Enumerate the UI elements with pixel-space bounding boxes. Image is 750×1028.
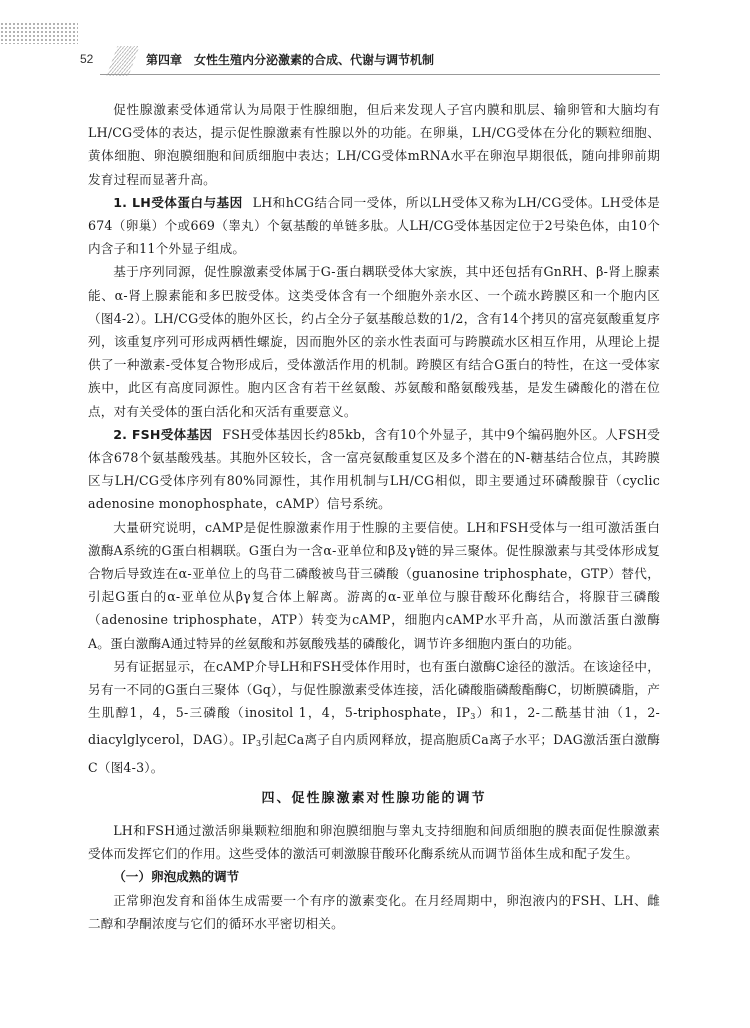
paragraph-3: 大量研究说明，cAMP是促性腺激素作用于性腺的主要信使。LH和FSH受体与一组可激活蛋白激酶A系统的G蛋白相耦联。G蛋白为一含α-亚单位和β及γ链的异三聚体。促性腺激素与其受体形成复合物后导致连在α-亚单位上的鸟苷二磷酸被鸟苷三磷酸（guanosine triphosphate，GTP）替代，引起G蛋白的α-亚单位从βγ复合体上解离。游离的α-亚单位与腺苷酸环化酶结合，将腺苷三磷酸（adenosine triphosphate，ATP）转变为cAMP，细胞内cAMP水平升高，从而激活蛋白激酶A。蛋白激酶A通过特异的丝氨酸和苏氨酸残基的磷酸化，调节许多细胞内蛋白的功能。 [88,519,660,651]
header-dot-pattern [0,22,78,44]
subscript-3: 3 [470,712,476,722]
header-rule [100,74,660,75]
subscript-3: 3 [255,739,262,749]
paragraph-lh-receptor [88,191,660,261]
paragraph-4-part-c: 引起Ca离子自内质网释放，提高胞质Ca离子水平；DAG激活蛋白激酶C（图4-3）。 [88,732,661,775]
page-body [88,98,660,935]
lh-receptor-heading: 1. LH受体蛋白与基因 [113,194,243,210]
paragraph-4 [88,655,660,779]
running-header [0,46,750,76]
section-title: 四、促性腺激素对性腺功能的调节 [261,790,487,806]
paragraph-1: 促性腺激素受体通常认为局限于性腺细胞，但后来发现人子宫内膜和肌层、输卵管和大脑均有LH/CG受体的表达，提示促性腺激素有性腺以外的功能。在卵巢，LH/CG受体在分化的颗粒细胞、黄体细胞、卵泡膜细胞和间质细胞中表达；LH/CG受体mRNA水平在卵泡早期很低，随向排卵前期发育过程而显著升高。 [88,102,660,187]
paragraph-4-part-a: 另有证据显示，在cAMP介导LH和FSH受体作用时，也有蛋白激酶C途径的激活。在该途径中，另有一不同的G蛋白三聚体（Gq），与促性腺激素受体连接，活化磷酸脂磷酸酯酶C，切断膜磷脂，产生肌醇1，4，5-三磷酸（inositol 1，4，5-triphosphate，IP [88,658,660,721]
paragraph-4-part-b: ）和1，2-二酰基甘油（1，2-diacylglycerol，DAG）。IP [88,705,660,748]
paragraph-2: 基于序列同源，促性腺激素受体属于G-蛋白耦联受体大家族，其中还包括有GnRH、β-肾上腺素能、α-肾上腺素能和多巴胺受体。这类受体含有一个细胞外亲水区、一个疏水跨膜区和一个胞内区（图4-2）。LH/CG受体的胞外区长，约占全分子氨基酸总数的1/2，含有14个拷贝的富亮氨酸重复序列，该重复序列可形成两栖性螺旋，因而胞外区的亲水性表面可与跨膜疏水区相互作用，从理论上提供了一种激素-受体复合物形成后，受体激活作用的机制。跨膜区有结合G蛋白的特性，在这一受体家族中，此区有高度同源性。胞内区含有若干丝氨酸、苏氨酸和酪氨酸残基，是发生磷酸化的潜在位点，对有关受体的蛋白活化和灭活有重要意义。 [88,264,660,419]
paragraph-fsh-receptor [88,423,660,516]
paragraph-6: 正常卵泡发育和甾体生成需要一个有序的激素变化。在月经周期中，卵泡液内的FSH、LH、雌二醇和孕酮浓度与它们的循环水平密切相关。 [88,892,660,931]
header-slash-decoration [107,46,140,76]
fsh-receptor-heading: 2. FSH受体基因 [113,426,213,442]
subheading: （一）卵泡成熟的调节 [113,869,240,885]
fsh-receptor-text: FSH受体基因长约85kb，含有10个外显子，其中9个编码胞外区。人FSH受体含678个氨基酸残基。其胞外区较长，含一富亮氨酸重复区及多个潜在的N-糖基结合位点，其跨膜区与LH/CG受体序列有80%同源性，其作用机制与LH/CG相似，即主要通过环磷酸腺苷（cyclic adenosine monophosphate，cAMP）信号系统。 [88,426,660,512]
paragraph-5: LH和FSH通过激活卵巢颗粒细胞和卵泡膜细胞与睾丸支持细胞和间质细胞的膜表面促性腺激素受体而发挥它们的作用。这些受体的激活可刺激腺苷酸环化酶系统从而调节甾体生成和配子发生。 [88,822,660,862]
lh-receptor-text: LH和hCG结合同一受体，所以LH受体又称为LH/CG受体。LH受体是674（卵巢）个或669（睾丸）个氨基酸的单链多肽。人LH/CG受体基因定位于2号染色体，由10个内含子和11个外显子组成。 [88,194,660,257]
page-number: 52 [80,52,94,66]
chapter-title: 第四章 女性生殖内分泌激素的合成、代谢与调节机制 [146,53,435,67]
